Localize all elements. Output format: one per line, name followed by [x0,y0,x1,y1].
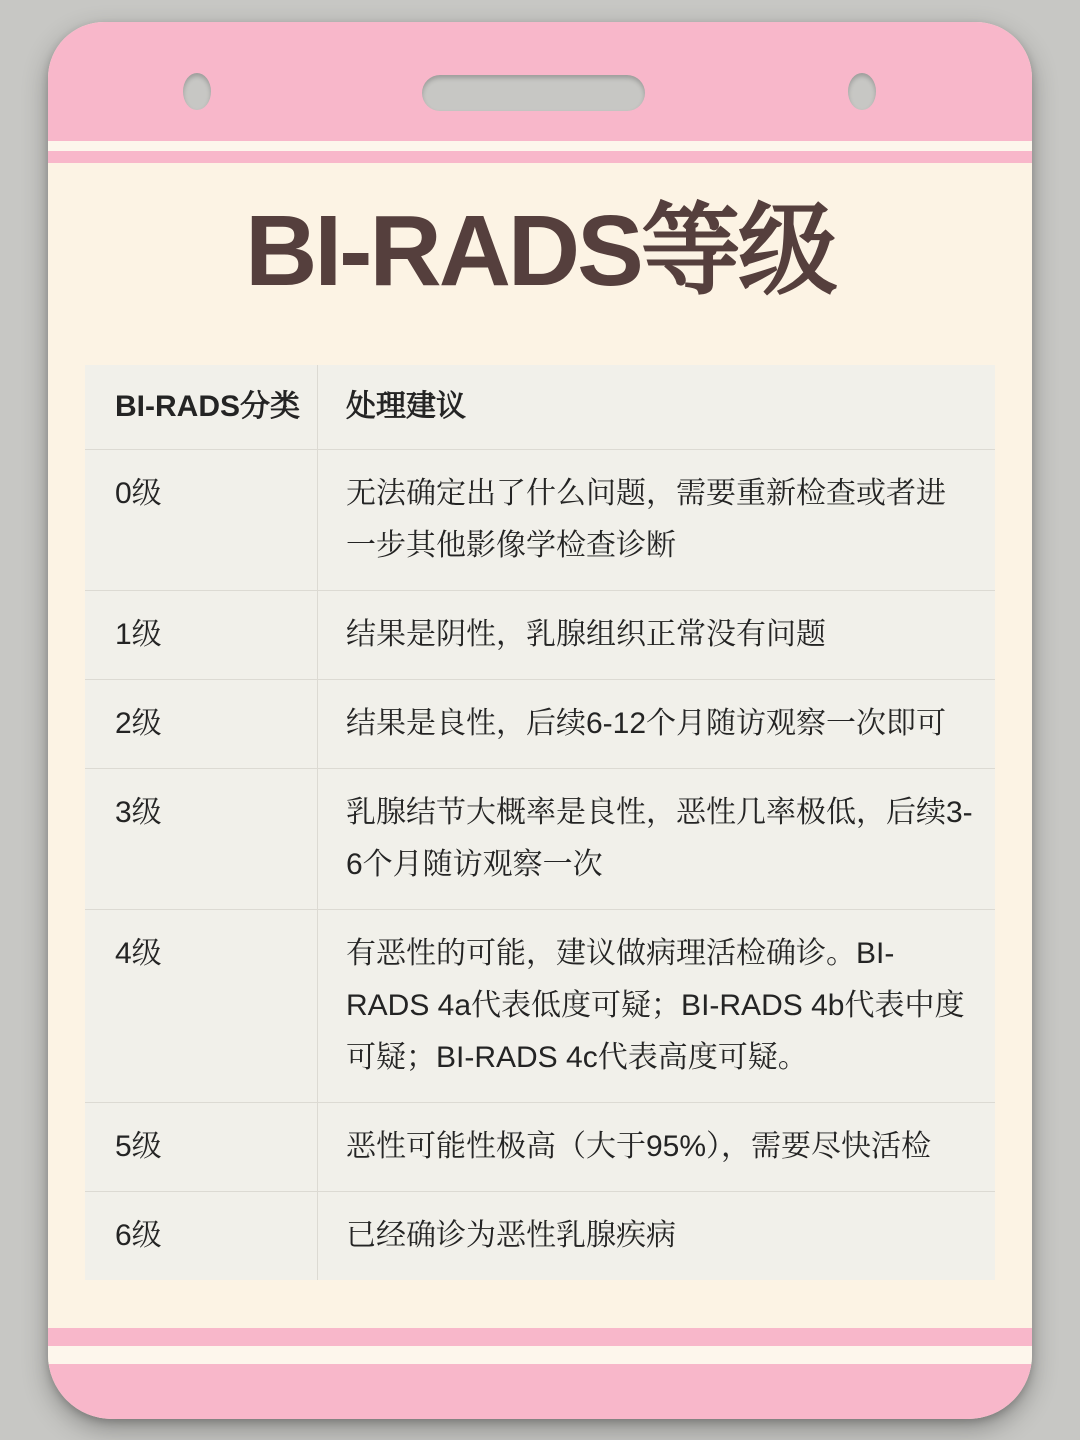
row-grade-label: 5级 [115,1130,162,1163]
birads-table [85,365,995,1280]
row-recommendation-text: 乳腺结节大概率是良性，恶性几率极低，后续3-6个月随访观察一次 [317,769,995,909]
top-cream-stripe [48,141,1032,151]
row-recommendation-text: 已经确诊为恶性乳腺疾病 [317,1192,995,1280]
page-title: BI-RADS等级 [245,195,835,307]
badge-card [48,22,1032,1419]
table-row [85,768,995,909]
row-recommendation-text: 结果是良性，后续6-12个月随访观察一次即可 [317,680,995,768]
table-row [85,1102,995,1191]
row-grade-label: 1级 [115,618,162,651]
table-row [85,1191,995,1280]
row-grade-label: 0级 [115,477,162,510]
header-classification: BI-RADS分类 [115,390,300,423]
row-recommendation-text: 恶性可能性极高（大于95%），需要尽快活检 [317,1103,995,1191]
table-row [85,590,995,679]
table-row [85,679,995,768]
bottom-cream-stripe [48,1346,1032,1364]
row-grade-label: 4级 [115,937,162,970]
punch-hole-left [183,73,211,110]
card-bottom-band [48,1364,1032,1419]
punch-hole-right [848,73,876,110]
row-grade-label: 2级 [115,707,162,740]
top-pink-stripe [48,151,1032,163]
card-top-band [48,22,1032,141]
bottom-pink-stripe [48,1328,1032,1346]
row-grade-label: 3级 [115,796,162,829]
card-body [48,163,1032,1328]
table-row [85,909,995,1102]
header-recommendation: 处理建议 [317,365,995,449]
row-grade-label: 6级 [115,1219,162,1252]
hanger-slot [422,75,645,111]
row-recommendation-text: 有恶性的可能，建议做病理活检确诊。BI-RADS 4a代表低度可疑；BI-RADS 4b代表中度可疑；BI-RADS 4c代表高度可疑。 [317,910,995,1102]
row-recommendation-text: 无法确定出了什么问题，需要重新检查或者进一步其他影像学检查诊断 [317,450,995,590]
table-header-row [85,365,995,449]
table-row [85,449,995,590]
row-recommendation-text: 结果是阴性，乳腺组织正常没有问题 [317,591,995,679]
